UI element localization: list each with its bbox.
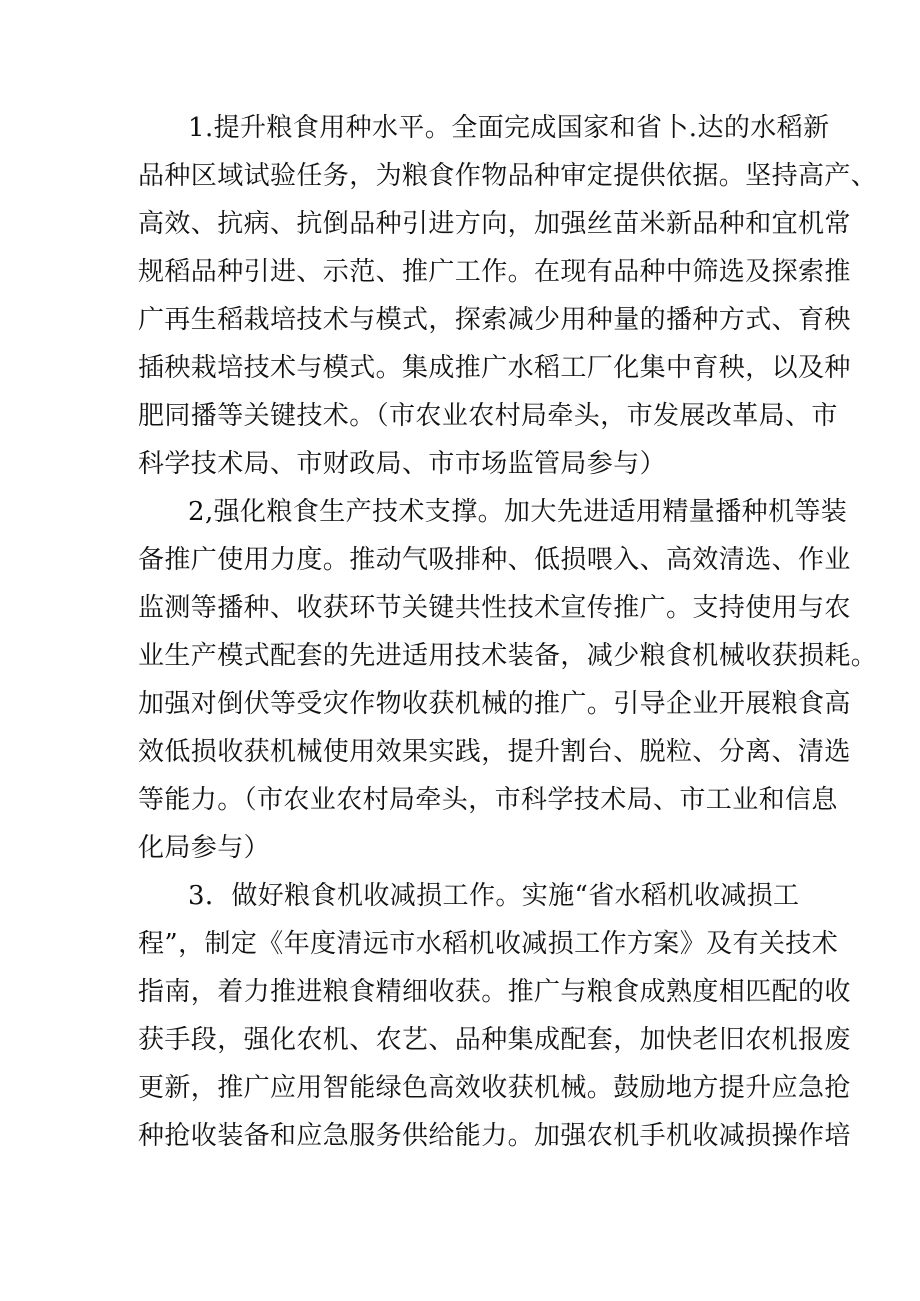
text-line: 更新，推广应用智能绿色高效收获机械。鼓励地方提升应急抢 — [138, 1073, 851, 1103]
text-line: 指南，着力推进粮食精细收获。推广与粮食成熟度相匹配的收 — [138, 977, 851, 1007]
text-line: 程”，制定《年度清远市水稻机收减损工作方案》及有关技术 — [138, 929, 839, 959]
text-line: 肥同播等关键技术。（市农业农村局牵头，市发展改革局、市 — [138, 401, 838, 431]
text-line: 获手段，强化农机、农艺、品种集成配套，加快老旧农机报废 — [138, 1025, 851, 1055]
text-line: 广再生稻栽培技术与模式，探索减少用种量的播种方式、育秧 — [138, 305, 851, 335]
text-line: 监测等播种、收获环节关键共性技术宣传推广。支持使用与农 — [138, 593, 851, 623]
text-line: 种抢收装备和应急服务供给能力。加强农机手机收减损操作培 — [138, 1121, 851, 1151]
text-line: 效低损收获机械使用效果实践，提升割台、脱粒、分离、清选 — [138, 737, 851, 767]
text-line: 科学技术局、市财政局、市市场监管局参与） — [138, 449, 667, 479]
text-line: 3．做好粮食机收减损工作。实施“省水稻机收减损工 — [188, 881, 800, 911]
text-line: 备推广使用力度。推动气吸排种、低损喂入、高效清选、作业 — [138, 545, 851, 575]
text-line: 化局参与） — [138, 833, 271, 863]
text-line: 高效、抗病、抗倒品种引进方向，加强丝苗米新品种和宜机常 — [138, 209, 851, 239]
text-line: 品种区域试验任务，为粮食作物品种审定提供依据。坚持高产、 — [138, 161, 878, 191]
text-line: 业生产模式配套的先进适用技术装备，减少粮食机械收获损耗。 — [138, 641, 878, 671]
text-line: 规稻品种引进、示范、推广工作。在现有品种中筛选及探索推 — [138, 257, 851, 287]
text-line: 等能力。（市农业农村局牵头，市科学技术局、市工业和信息 — [138, 785, 838, 815]
text-line: 1.提升粮食用种水平。全面完成国家和省卜.达的水稻新 — [188, 113, 830, 143]
text-line: 插秧栽培技术与模式。集成推广水稻工厂化集中育秧，以及种 — [138, 353, 851, 383]
text-line: 2,强化粮食生产技术支撑。加大先进适用精量播种机等装 — [188, 497, 848, 527]
text-line: 加强对倒伏等受灾作物收获机械的推广。引导企业开展粮食高 — [138, 689, 851, 719]
